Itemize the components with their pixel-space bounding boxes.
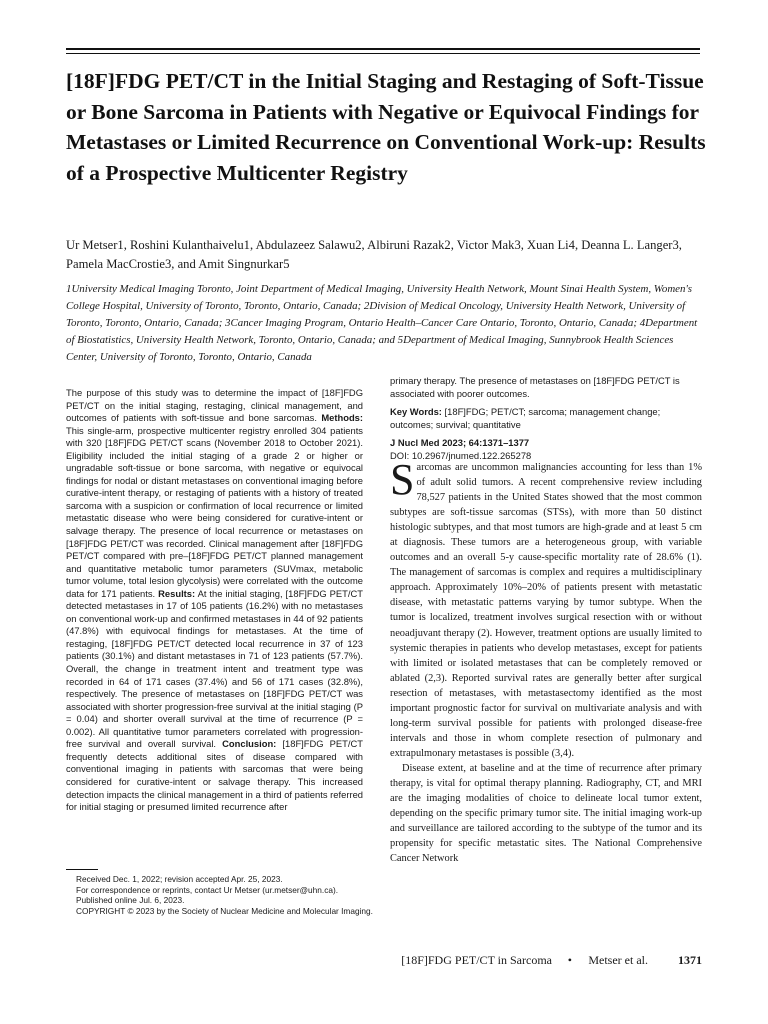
running-author: Metser et al. <box>588 953 648 967</box>
footnote <box>76 874 376 917</box>
results-label: Results: <box>158 587 196 599</box>
intro-paragraph-2: Disease extent, at baseline and at the time of recurrence after primary therapy, is vital for optimal therapy planning. Radiography, CT, and MRI are the imaging modalities of choice to delineate local tumor extent, depending on the specific primary tumor site. The initial imaging work-up and surveillance are tailored according to the subtype of the tumor and its propensity for specific metastatic sites. The National Comprehensive Cancer Network <box>390 762 702 865</box>
article-title: [18F]FDG PET/CT in the Initial Staging and Restaging of Soft-Tissue or Bone Sarcoma in Patients with Negative or Equivocal Findings for Metastases or Limited Recurrence on Conventional Work-up: Results of a Prospective Multicenter Registry <box>66 69 706 185</box>
citation <box>390 437 702 462</box>
abstract-intro: The purpose of this study was to determine the impact of [18F]FDG PET/CT on the initial staging, restaging, clinical management, and outcomes of patients with soft-tissue and bone sarcomas. <box>66 387 363 424</box>
journal-citation: J Nucl Med 2023; 64:1371–1377 <box>390 437 530 448</box>
methods-label: Methods: <box>321 412 364 424</box>
author-list: Ur Metser1, Roshini Kulanthaivelu1, Abdulazeez Salawu2, Albiruni Razak2, Victor Mak3, Xuan Li4, Deanna L. Langer3, Pamela MacCrostie3, and Amit Singnurkar5 <box>66 238 682 271</box>
abstract-conclusion: [18F]FDG PET/CT frequently detects additional sites of disease compared with conventional imaging in patients with sarcomas that were being considered for curative-intent or salvage therapy. This increased detection impacts the clinical management in a third of patients referred for initial staging or presumed limited recurrence after <box>66 738 364 813</box>
abstract-methods: This single-arm, prospective multicenter registry enrolled 304 patients with 320 [18F]FDG PET/CT scans (November 2018 to October 2021). Eligibility included the initial staging of a grade 2 or higher or ungradable soft-tissue or bone sarcoma, with negative or equivocal findings for nodal or distant metastases on conventional imaging before curative-intent therapy, or restaging of patients with a history of treated sarcoma with a suspicion or confirmation of local recurrence or limited metastatic disease who were being considered for curative-intent or salvage therapy. The presence of local recurrence or metastases on [18F]FDG PET/CT was recorded. Clinical management after [18F]FDG PET/CT compared with pre–[18F]FDG PET/CT planned management and quantitative metabolic tumor parameters (SUVmax, metabolic tumor volume, total lesion glycolysis) were correlated with the outcome data for 171 patients. <box>66 424 363 599</box>
abstract-continuation: primary therapy. The presence of metastases on [18F]FDG PET/CT is associated with poorer outcomes. <box>390 375 680 399</box>
top-rule-thin <box>66 53 700 54</box>
keywords-text: [18F]FDG; PET/CT; sarcoma; management change; outcomes; survival; quantitative <box>390 406 661 430</box>
top-rule <box>66 48 700 50</box>
keywords-label: Key Words: <box>390 406 442 417</box>
doi[interactable]: DOI: 10.2967/jnumed.122.265278 <box>390 449 532 461</box>
intro-paragraph-1-text: arcomas are uncommon malignancies accounting for less than 1% of adult solid tumors. A recent comprehensive review including 78,527 patients in the United States showed that the most common subtypes are soft-tissue sarcomas (STSs), with more than 50 distinct histologic subtypes, and that most tumors are high-grade and at least 5 cm at diagnosis. These tumors are a heterogeneous group, with variable outcomes and an overall 5-y cause-specific mortality rate of 28.6% (1). The management of sarcomas is complex and requires a multidisciplinary approach. Approximately 10%–20% of patients present with metastatic disease, with metastatic patterns varying by tumor subtype. When the tumor is localized, treatment involves surgical resection with or without neoadjuvant therapy (2). However, treatment options are usually limited to systemic therapies in patients who develop metastases, except for patients with limited or isolated metastases that can be completely removed or ablated (2,3). Reported survival rates are generally better after surgical resection of metastases, with metastasectomy identified as the most important prognostic factor for survival on multivariate analysis and with long-term survival possible for patients with prolonged disease-free intervals and those in whom complete resection of pulmonary and extrapulmonary metastases is possible (3,4). <box>390 462 702 759</box>
abstract-results: At the initial staging, [18F]FDG PET/CT detected metastases in 17 of 105 patients (16.2%) with no metastases on conventional work-up and confirmed metastases in 44 of 92 patients (47.8%) with equivocal findings for metastases. At the time of restaging, [18F]FDG PET/CT detected local recurrence in 37 of 123 patients (30.1%) and distant metastases in 71 of 123 patients (57.7%). Overall, the change in treatment intent and treatment type was recorded in 64 of 171 cases (37.4%) and 56 of 171 cases (32.8%), respectively. The presence of metastases on [18F]FDG PET/CT was associated with shorter progression-free survival at the initial staging (P = 0.04) and shorter overall survival at the time of recurrence (P = 0.002). All quantitative tumor parameters correlated with progression-free survival and overall survival. <box>66 587 363 750</box>
page-number: 1371 <box>678 953 702 967</box>
affiliations: 1University Medical Imaging Toronto, Joint Department of Medical Imaging, University Health Network, Mount Sinai Health System, Women's College Hospital, University of Toronto, Toronto, Ontario, Canada; 2Division of Medical Oncology, University Health Network, University of Toronto, Toronto, Ontario, Canada; 3Cancer Imaging Program, Ontario Health–Cancer Care Ontario, Toronto, Ontario, Canada; 4Department of Biostatistics, University Health Network, Toronto, Ontario, Canada; and 5Department of Medical Imaging, Sunnybrook Health Sciences Center, University of Toronto, Toronto, Ontario, Canada <box>66 283 698 363</box>
footnote-rule <box>66 869 98 870</box>
footnote-copyright: COPYRIGHT © 2023 by the Society of Nuclear Medicine and Molecular Imaging. <box>76 906 373 917</box>
running-title: [18F]FDG PET/CT in Sarcoma <box>401 953 552 967</box>
abstract <box>66 387 363 814</box>
footnote-published: Published online Jul. 6, 2023. <box>76 895 185 906</box>
footnote-correspondence[interactable]: For correspondence or reprints, contact Ur Metser (ur.metser@uhn.ca). <box>76 884 339 895</box>
footer-separator: • <box>567 953 572 967</box>
conclusion-label: Conclusion: <box>222 738 277 750</box>
running-footer <box>390 950 702 970</box>
footnote-received: Received Dec. 1, 2022; revision accepted Apr. 25, 2023. <box>76 874 283 884</box>
keywords <box>390 406 702 431</box>
drop-cap: S <box>390 455 415 504</box>
